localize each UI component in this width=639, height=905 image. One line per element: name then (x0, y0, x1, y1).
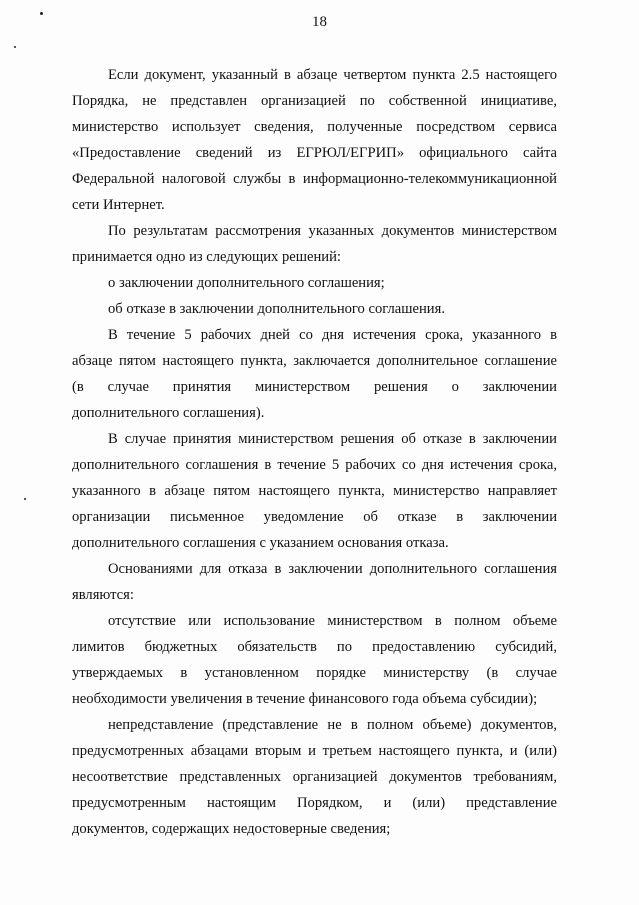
scan-speck (24, 498, 26, 500)
text-line: (в случае принятия министерством решения о заключении (72, 379, 557, 395)
text-line: необходимости увеличения в течение финансового года объема субсидии); (72, 691, 538, 707)
text-line: являются: (72, 587, 134, 603)
text-line: непредставление (представление не в полном объеме) документов, (108, 717, 557, 733)
text-line: Основаниями для отказа в заключении дополнительного соглашения (108, 561, 557, 577)
text-line: «Предоставление сведений из ЕГРЮЛ/ЕГРИП» официального сайта (72, 145, 557, 161)
text-line: несоответствие представленных организацией документов требованиям, (72, 769, 557, 785)
scan-speck (14, 46, 16, 48)
text-line: утверждаемых в установленном порядке министерству (в случае (72, 665, 557, 681)
text-line: документов, содержащих недостоверные сведения; (72, 821, 391, 837)
text-line: Порядка, не представлен организацией по собственной инициативе, (72, 93, 557, 109)
text-line: абзаце пятом настоящего пункта, заключается дополнительное соглашение (72, 353, 557, 369)
text-line: предусмотренных абзацами вторым и третьем настоящего пункта, и (или) (72, 743, 557, 759)
text-line: указанного в абзаце пятом настоящего пункта, министерство направляет (72, 483, 557, 499)
text-line: лимитов бюджетных обязательств по предоставлению субсидий, (72, 639, 557, 655)
text-line: предусмотренным настоящим Порядком, и (или) представление (72, 795, 557, 811)
text-line: дополнительного соглашения). (72, 405, 265, 421)
text-line: принимается одно из следующих решений: (72, 249, 341, 265)
text-line: об отказе в заключении дополнительного соглашения. (108, 301, 445, 317)
text-line: министерство использует сведения, полученные посредством сервиса (72, 119, 557, 135)
text-line: дополнительного соглашения в течение 5 рабочих со дня истечения срока, (72, 457, 557, 473)
text-line: сети Интернет. (72, 197, 165, 213)
text-line: Если документ, указанный в абзаце четвертом пункта 2.5 настоящего (108, 67, 557, 83)
text-line: Федеральной налоговой службы в информационно-телекоммуникационной (72, 171, 557, 187)
page-number: 18 (312, 14, 327, 30)
text-line: организации письменное уведомление об отказе в заключении (72, 509, 557, 525)
text-line: По результатам рассмотрения указанных документов министерством (108, 223, 557, 239)
text-line: отсутствие или использование министерством в полном объеме (108, 613, 557, 629)
text-line: дополнительного соглашения с указанием основания отказа. (72, 535, 449, 551)
scan-speck (40, 12, 43, 15)
text-line: В течение 5 рабочих дней со дня истечения срока, указанного в (108, 327, 557, 343)
text-line: В случае принятия министерством решения об отказе в заключении (108, 431, 557, 447)
text-line: о заключении дополнительного соглашения; (108, 275, 385, 291)
